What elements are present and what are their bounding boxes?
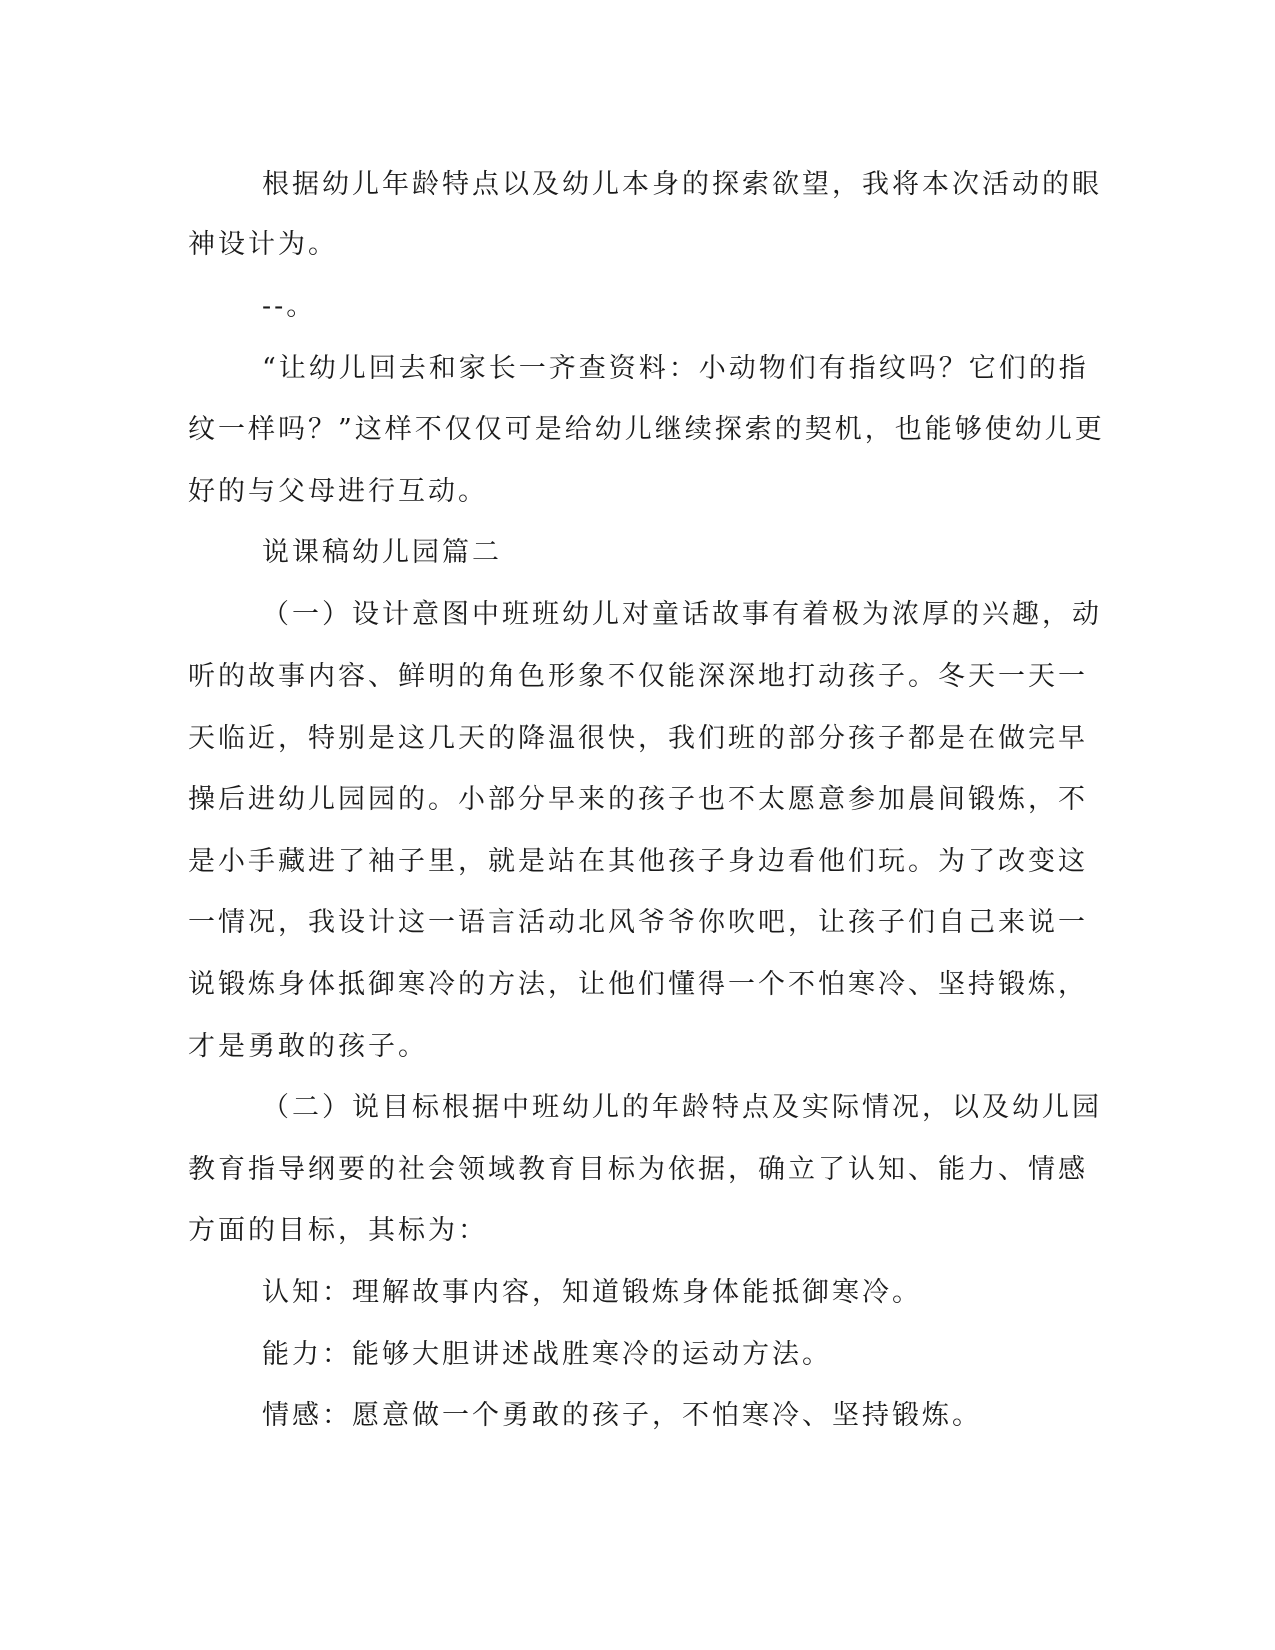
- text-line: 才是勇敢的孩子。: [188, 1031, 428, 1062]
- text-line: 一情况，我设计这一语言活动北风爷爷你吹吧，让孩子们自己来说一: [188, 907, 1088, 938]
- text-line: 天临近，特别是这几天的降温很快，我们班的部分孩子都是在做完早: [188, 723, 1088, 754]
- text-line: 纹一样吗？”这样不仅仅可是给幼儿继续探索的契机，也能够使幼儿更: [188, 414, 1105, 445]
- text-line: 教育指导纲要的社会领域教育目标为依据，确立了认知、能力、情感: [188, 1154, 1088, 1185]
- text-line: 情感：愿意做一个勇敢的孩子，不怕寒冷、坚持锻炼。: [262, 1400, 982, 1431]
- text-line: 操后进幼儿园园的。小部分早来的孩子也不太愿意参加晨间锻炼，不: [188, 784, 1088, 815]
- text-line: 听的故事内容、鲜明的角色形象不仅能深深地打动孩子。冬天一天一: [188, 661, 1088, 692]
- text-line: 神设计为。: [188, 229, 338, 260]
- text-line: （一）设计意图中班班幼儿对童话故事有着极为浓厚的兴趣，动: [262, 599, 1102, 630]
- text-line: 说锻炼身体抵御寒冷的方法，让他们懂得一个不怕寒冷、坚持锻炼，: [188, 969, 1088, 1000]
- text-line: --。: [262, 291, 317, 322]
- text-line: 能力：能够大胆讲述战胜寒冷的运动方法。: [262, 1339, 832, 1370]
- text-line: 认知：理解故事内容，知道锻炼身体能抵御寒冷。: [262, 1277, 922, 1308]
- text-line: “让幼儿回去和家长一齐查资料：小动物们有指纹吗？它们的指: [262, 353, 1089, 384]
- text-line: 好的与父母进行互动。: [188, 476, 488, 507]
- text-line: 根据幼儿年龄特点以及幼儿本身的探索欲望，我将本次活动的眼: [262, 169, 1102, 200]
- text-line: （二）说目标根据中班幼儿的年龄特点及实际情况，以及幼儿园: [262, 1092, 1102, 1123]
- text-line: 方面的目标，其标为：: [188, 1215, 488, 1246]
- text-line: 是小手藏进了袖子里，就是站在其他孩子身边看他们玩。为了改变这: [188, 846, 1088, 877]
- section-heading: 说课稿幼儿园篇二: [262, 537, 502, 568]
